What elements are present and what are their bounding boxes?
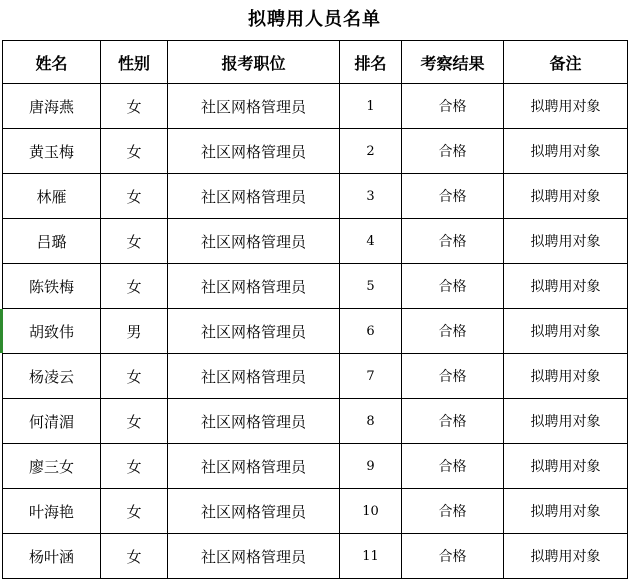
cell-name: 叶海艳 xyxy=(3,489,101,534)
table-row xyxy=(3,534,628,579)
cell-rank: 8 xyxy=(340,399,402,444)
cell-gender: 女 xyxy=(101,444,168,489)
column-header-note: 备注 xyxy=(504,41,628,84)
cell-name: 陈铁梅 xyxy=(3,264,101,309)
cell-rank: 1 xyxy=(340,84,402,129)
cell-result: 合格 xyxy=(402,309,504,354)
table-row xyxy=(3,399,628,444)
cell-rank: 11 xyxy=(340,534,402,579)
cell-result: 合格 xyxy=(402,174,504,219)
table-row xyxy=(3,354,628,399)
table-row xyxy=(3,84,628,129)
cell-name: 廖三女 xyxy=(3,444,101,489)
cell-position: 社区网格管理员 xyxy=(168,399,340,444)
cell-gender: 女 xyxy=(101,399,168,444)
cell-name: 杨叶涵 xyxy=(3,534,101,579)
cell-position: 社区网格管理员 xyxy=(168,309,340,354)
cell-result: 合格 xyxy=(402,399,504,444)
cell-gender: 女 xyxy=(101,534,168,579)
cell-result: 合格 xyxy=(402,444,504,489)
cell-rank: 5 xyxy=(340,264,402,309)
cell-rank: 4 xyxy=(340,219,402,264)
column-header-rank: 排名 xyxy=(340,41,402,84)
cell-note: 拟聘用对象 xyxy=(504,399,628,444)
cell-note: 拟聘用对象 xyxy=(504,219,628,264)
roster-table xyxy=(2,40,628,579)
cell-position: 社区网格管理员 xyxy=(168,534,340,579)
cell-note: 拟聘用对象 xyxy=(504,84,628,129)
cell-note: 拟聘用对象 xyxy=(504,129,628,174)
cell-gender: 女 xyxy=(101,174,168,219)
column-header-position: 报考职位 xyxy=(168,41,340,84)
column-header-result: 考察结果 xyxy=(402,41,504,84)
cell-position: 社区网格管理员 xyxy=(168,489,340,534)
cell-name: 林雁 xyxy=(3,174,101,219)
cell-name: 胡致伟 xyxy=(3,309,101,354)
cell-note: 拟聘用对象 xyxy=(504,354,628,399)
cell-rank: 2 xyxy=(340,129,402,174)
cell-position: 社区网格管理员 xyxy=(168,264,340,309)
cell-note: 拟聘用对象 xyxy=(504,489,628,534)
cell-note: 拟聘用对象 xyxy=(504,534,628,579)
cell-gender: 女 xyxy=(101,219,168,264)
cell-position: 社区网格管理员 xyxy=(168,444,340,489)
cell-name: 唐海燕 xyxy=(3,84,101,129)
cell-rank: 7 xyxy=(340,354,402,399)
cell-rank: 3 xyxy=(340,174,402,219)
table-body xyxy=(3,84,628,579)
cell-gender: 女 xyxy=(101,84,168,129)
cell-name: 吕璐 xyxy=(3,219,101,264)
table-row xyxy=(3,174,628,219)
cell-name: 何清湄 xyxy=(3,399,101,444)
cell-result: 合格 xyxy=(402,354,504,399)
cell-result: 合格 xyxy=(402,489,504,534)
cell-result: 合格 xyxy=(402,534,504,579)
cell-note: 拟聘用对象 xyxy=(504,444,628,489)
cell-rank: 10 xyxy=(340,489,402,534)
cell-gender: 女 xyxy=(101,354,168,399)
selection-marker xyxy=(0,309,3,353)
cell-result: 合格 xyxy=(402,264,504,309)
column-header-name: 姓名 xyxy=(3,41,101,84)
cell-note: 拟聘用对象 xyxy=(504,264,628,309)
cell-gender: 男 xyxy=(101,309,168,354)
cell-name: 杨凌云 xyxy=(3,354,101,399)
cell-position: 社区网格管理员 xyxy=(168,174,340,219)
table-header-row xyxy=(3,41,628,84)
table-row xyxy=(3,309,628,354)
table-row xyxy=(3,444,628,489)
cell-rank: 6 xyxy=(340,309,402,354)
cell-position: 社区网格管理员 xyxy=(168,219,340,264)
cell-position: 社区网格管理员 xyxy=(168,129,340,174)
table-row xyxy=(3,264,628,309)
cell-gender: 女 xyxy=(101,264,168,309)
cell-gender: 女 xyxy=(101,489,168,534)
cell-result: 合格 xyxy=(402,84,504,129)
cell-position: 社区网格管理员 xyxy=(168,354,340,399)
column-header-gender: 性别 xyxy=(101,41,168,84)
table-row xyxy=(3,219,628,264)
table-row xyxy=(3,129,628,174)
cell-position: 社区网格管理员 xyxy=(168,84,340,129)
cell-note: 拟聘用对象 xyxy=(504,309,628,354)
cell-rank: 9 xyxy=(340,444,402,489)
page-title: 拟聘用人员名单 xyxy=(248,9,381,30)
cell-gender: 女 xyxy=(101,129,168,174)
cell-name: 黄玉梅 xyxy=(3,129,101,174)
table-row xyxy=(3,489,628,534)
cell-result: 合格 xyxy=(402,219,504,264)
cell-result: 合格 xyxy=(402,129,504,174)
cell-note: 拟聘用对象 xyxy=(504,174,628,219)
